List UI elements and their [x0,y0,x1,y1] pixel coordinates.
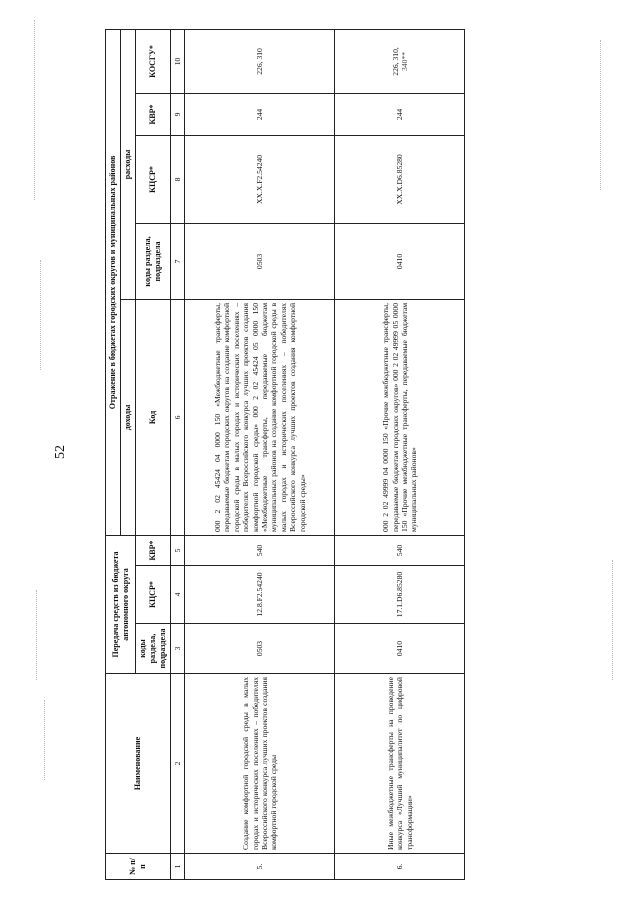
header-num: № п/п [106,854,171,880]
header-section-code: коды раздела, подраздела [136,624,171,674]
column-number: 3 [171,624,185,674]
header-transfer-group: Передача средств из бюджета автономного округа [106,535,136,673]
scan-artifact [44,700,45,780]
header-expense: расходы [121,29,136,299]
column-number-row [171,29,185,879]
header-kvr: КВР* [136,535,171,565]
header-name: Наименование [106,674,171,854]
row-section-code-2: 0503 [185,223,335,299]
column-number: 9 [171,93,185,135]
row-kvr-2: 244 [335,93,465,135]
column-number: 5 [171,535,185,565]
header-section-code-2: коды раздела, подраздела [136,223,171,299]
column-number: 8 [171,135,185,223]
row-section-code: 0410 [335,624,465,674]
header-kcsr-2: КЦСР* [136,135,171,223]
scan-artifact [40,260,41,370]
column-number: 10 [171,29,185,93]
row-income-code: 000 2 02 49999 04 0000 150 «Прочие межбюджетные трансферты, передаваемые бюджетам городских округов» 000 2 02 49999 05 0000 150 «Прочие межбюджетные трансферты, передаваемые бюджетам муниципальных районов» [335,299,465,535]
row-kvr: 540 [335,535,465,565]
page-number: 52 [53,445,68,459]
scan-artifact [600,40,601,190]
row-num: 5. [185,854,335,880]
column-number: 1 [171,854,185,880]
column-number: 7 [171,223,185,299]
row-income-code: 000 2 02 45424 04 0000 150 «Межбюджетные трансферты, передаваемые бюджетам городских округов на создание комфортной городской среды в малых городах и исторических поселениях – победителях Всероссийского конкурса лучших проектов создания комфортной городской среды» 000 2 02 45424 05 0000 150 «Межбюджетные трансферты, передаваемые бюджетам муниципальных районов на создание комфортной городской среды в малых городах и исторических поселениях – победителях Всероссийского конкурса лучших проектов создания комфортной городской среды» [185,299,335,535]
budget-table [105,29,465,880]
row-section-code-2: 0410 [335,223,465,299]
scan-artifact [34,20,35,200]
row-kcsr: 12.8.F2.54240 [185,566,335,624]
header-income: доходы [121,299,136,535]
header-kcsr: КЦСР* [136,566,171,624]
row-num: 6. [335,854,465,880]
scan-artifact [612,560,613,680]
column-number: 6 [171,299,185,535]
header-code: Код [136,299,171,535]
row-name: Иные межбюджетные трансферты на проведение конкурса «Лучший муниципалитет по цифровой трансформации» [335,674,465,854]
header-reflect-group: Отражение в бюджетах городских округов и муниципальных районов [106,29,121,535]
column-number: 4 [171,566,185,624]
kosgu-extra: 340** [399,51,409,71]
row-kosgu [335,29,465,93]
row-kcsr-2: XX.X.D6.85280 [335,135,465,223]
row-kcsr-2: XX.X.F2.54240 [185,135,335,223]
header-kvr-2: КВР* [136,93,171,135]
header-kosgu: КОСГУ* [136,29,171,93]
row-kcsr: 17.1.D6.85280 [335,566,465,624]
row-kvr-2: 244 [185,93,335,135]
row-kosgu [185,29,335,93]
rotated-table-container [105,30,475,880]
kosgu-value: 226, 310 [255,48,265,75]
row-kvr: 540 [185,535,335,565]
row-name: Создание комфортной городской среды в малых городах и исторических поселениях – победителях Всероссийского конкурса лучших проектов создания комфортной городской среды [185,674,335,854]
kosgu-value: 226, 310, [390,47,400,76]
column-number: 2 [171,674,185,854]
scan-artifact [36,590,37,680]
table-row [335,29,465,879]
table-row [185,29,335,879]
row-section-code: 0503 [185,624,335,674]
